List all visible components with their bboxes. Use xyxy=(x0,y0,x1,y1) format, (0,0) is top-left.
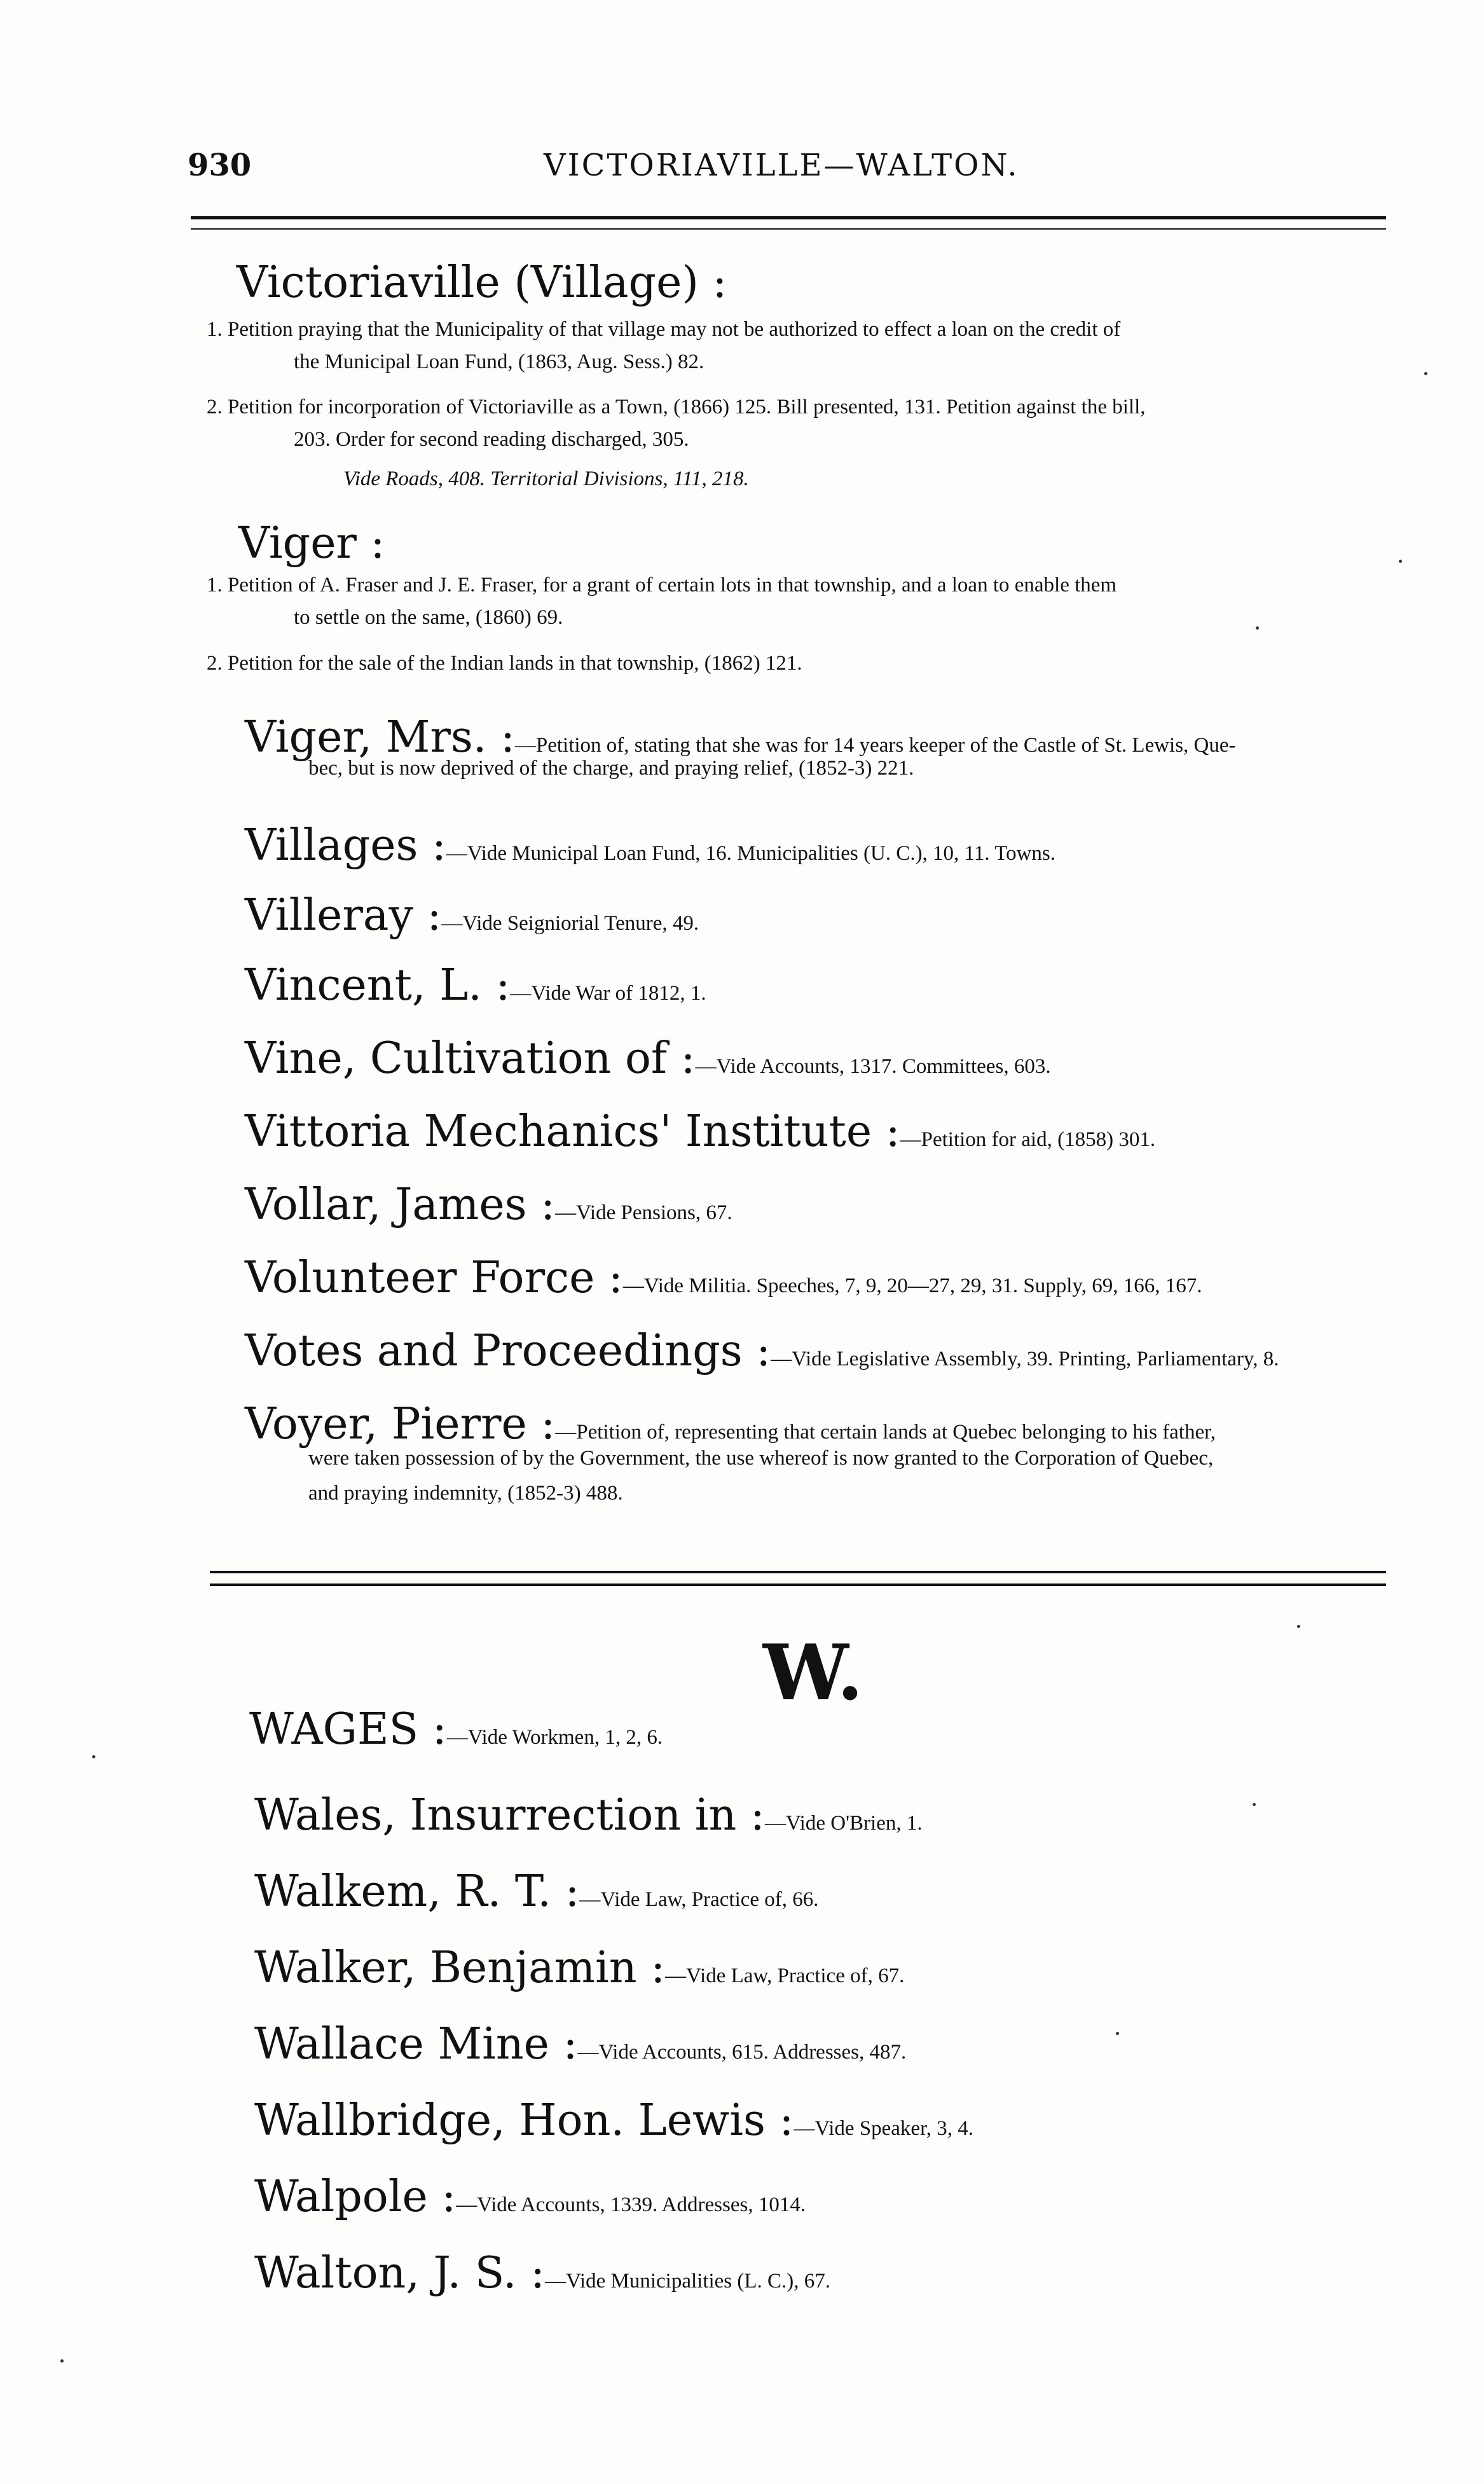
victoriaville-item-1-line-1: 1. Petition praying that the Municipality of that village may not be authorized to effect a loan on the credit of xyxy=(207,318,1121,341)
entry-reference: —Petition of, stating that she was for 14 years keeper of the Castle of St. Lewis, Que- xyxy=(514,734,1236,757)
entry-reference: —Vide Legislative Assembly, 39. Printing, Parliamentary, 8. xyxy=(771,1348,1279,1370)
scan-speck xyxy=(92,1755,95,1758)
entry-term: Viger, Mrs. : xyxy=(245,712,515,762)
entry-wages xyxy=(249,1704,663,1755)
entry-term: Villages : xyxy=(245,820,446,871)
entry-reference: —Vide Accounts, 615. Addresses, 487. xyxy=(577,2041,907,2064)
entry-wallbridge xyxy=(254,2095,973,2146)
victoriaville-item-2-line-1: 2. Petition for incorporation of Victoriaville as a Town, (1866) 125. Bill presented, 131. Petition against the bill, xyxy=(207,396,1146,418)
entry-reference: —Vide Accounts, 1339. Addresses, 1014. xyxy=(456,2193,806,2216)
entry-term: Vincent, L. : xyxy=(245,960,511,1011)
entry-term: Villeray : xyxy=(245,890,442,941)
entry-voyer-line-3: and praying indemnity, (1852-3) 488. xyxy=(308,1482,623,1505)
entry-vittoria-institute xyxy=(245,1107,1155,1157)
entry-reference: —Vide O'Brien, 1. xyxy=(764,1812,923,1835)
scan-speck xyxy=(1116,2032,1119,2035)
heading-viger: Viger : xyxy=(238,518,385,569)
victoriaville-item-1-line-2: the Municipal Loan Fund, (1863, Aug. Sess.) 82. xyxy=(294,350,704,373)
entry-term: Voyer, Pierre : xyxy=(245,1399,556,1449)
entry-term: Wallace Mine : xyxy=(254,2019,578,2069)
viger-item-1-line-2: to settle on the same, (1860) 69. xyxy=(294,606,563,629)
entry-reference: —Vide Law, Practice of, 67. xyxy=(665,1964,905,1987)
entry-term: Vollar, James : xyxy=(245,1180,556,1230)
entry-reference: —Vide Municipal Loan Fund, 16. Municipalities (U. C.), 10, 11. Towns. xyxy=(446,842,1056,865)
top-double-rule xyxy=(191,216,1386,230)
scan-speck xyxy=(1399,560,1402,563)
entry-reference: —Vide Seigniorial Tenure, 49. xyxy=(441,912,699,935)
entry-term: Vine, Cultivation of : xyxy=(245,1033,696,1084)
entry-reference: —Vide War of 1812, 1. xyxy=(510,982,706,1005)
entry-villages xyxy=(245,820,1055,871)
entry-voyer-line-2: were taken possession of by the Government, the use whereof is now granted to the Corporation of Quebec, xyxy=(308,1447,1214,1470)
section-letter-w: W. xyxy=(763,1628,863,1718)
entry-term: Volunteer Force : xyxy=(245,1253,623,1303)
entry-wallace-mine xyxy=(254,2019,906,2069)
viger-item-2: 2. Petition for the sale of the Indian lands in that township, (1862) 121. xyxy=(207,652,802,675)
entry-villeray xyxy=(245,890,699,941)
entry-term: AGES : xyxy=(291,1704,447,1755)
scan-speck xyxy=(1297,1625,1300,1628)
entry-reference: —Vide Accounts, 1317. Committees, 603. xyxy=(695,1055,1051,1078)
entry-reference: —Vide Pensions, 67. xyxy=(555,1201,732,1224)
entry-walker xyxy=(254,1943,904,1993)
page-number: 930 xyxy=(188,148,252,183)
entry-term: Vittoria Mechanics' Institute : xyxy=(245,1107,900,1157)
entry-voyer xyxy=(245,1399,1216,1449)
viger-item-1-line-1: 1. Petition of A. Fraser and J. E. Fraser, for a grant of certain lots in that township, and a loan to enable them xyxy=(207,574,1117,597)
entry-volunteer-force xyxy=(245,1253,1202,1303)
section-divider-rule xyxy=(210,1571,1386,1586)
entry-reference: —Vide Law, Practice of, 66. xyxy=(579,1888,819,1911)
entry-walpole xyxy=(254,2172,806,2222)
entry-vollar xyxy=(245,1180,732,1230)
scan-speck xyxy=(1256,626,1259,630)
entry-term: Walkem, R. T. : xyxy=(254,1866,580,1917)
running-title: VICTORIAVILLE—WALTON. xyxy=(544,148,1019,183)
entry-reference: —Petition of, representing that certain lands at Quebec belonging to his father, xyxy=(555,1421,1216,1444)
entry-walton xyxy=(254,2248,830,2298)
victoriaville-vide: Vide Roads, 408. Territorial Divisions, 111, 218. xyxy=(343,467,749,490)
heading-victoriaville: Victoriaville (Village) : xyxy=(237,258,727,308)
victoriaville-item-2-line-2: 203. Order for second reading discharged, 305. xyxy=(294,428,689,451)
entry-reference: —Vide Speaker, 3, 4. xyxy=(794,2117,974,2140)
entry-votes-proceedings xyxy=(245,1326,1279,1376)
entry-term: Votes and Proceedings : xyxy=(245,1326,771,1376)
entry-reference: —Vide Municipalities (L. C.), 67. xyxy=(545,2270,831,2293)
entry-vincent xyxy=(245,960,706,1011)
entry-reference: —Vide Workmen, 1, 2, 6. xyxy=(446,1726,663,1749)
entry-vine-cultivation xyxy=(245,1033,1051,1084)
scan-speck xyxy=(1424,372,1427,375)
entry-viger-mrs xyxy=(245,712,1236,762)
scan-speck xyxy=(1253,1803,1256,1806)
entry-term: Walton, J. S. : xyxy=(254,2248,546,2298)
entry-reference: —Vide Militia. Speeches, 7, 9, 20—27, 29, 31. Supply, 69, 166, 167. xyxy=(622,1274,1202,1297)
entry-wales-insurrection xyxy=(254,1790,923,1840)
scan-speck xyxy=(60,2359,64,2363)
entry-term: Wales, Insurrection in : xyxy=(254,1790,765,1840)
entry-term: Walpole : xyxy=(254,2172,457,2222)
entry-walkem xyxy=(254,1866,819,1917)
entry-term: Walker, Benjamin : xyxy=(254,1943,666,1993)
entry-viger-mrs-line-2: bec, but is now deprived of the charge, and praying relief, (1852-3) 221. xyxy=(308,757,914,780)
entry-term: Wallbridge, Hon. Lewis : xyxy=(254,2095,794,2146)
running-head xyxy=(188,148,1395,198)
entry-reference: —Petition for aid, (1858) 301. xyxy=(900,1128,1156,1151)
drop-initial: W xyxy=(249,1704,292,1755)
